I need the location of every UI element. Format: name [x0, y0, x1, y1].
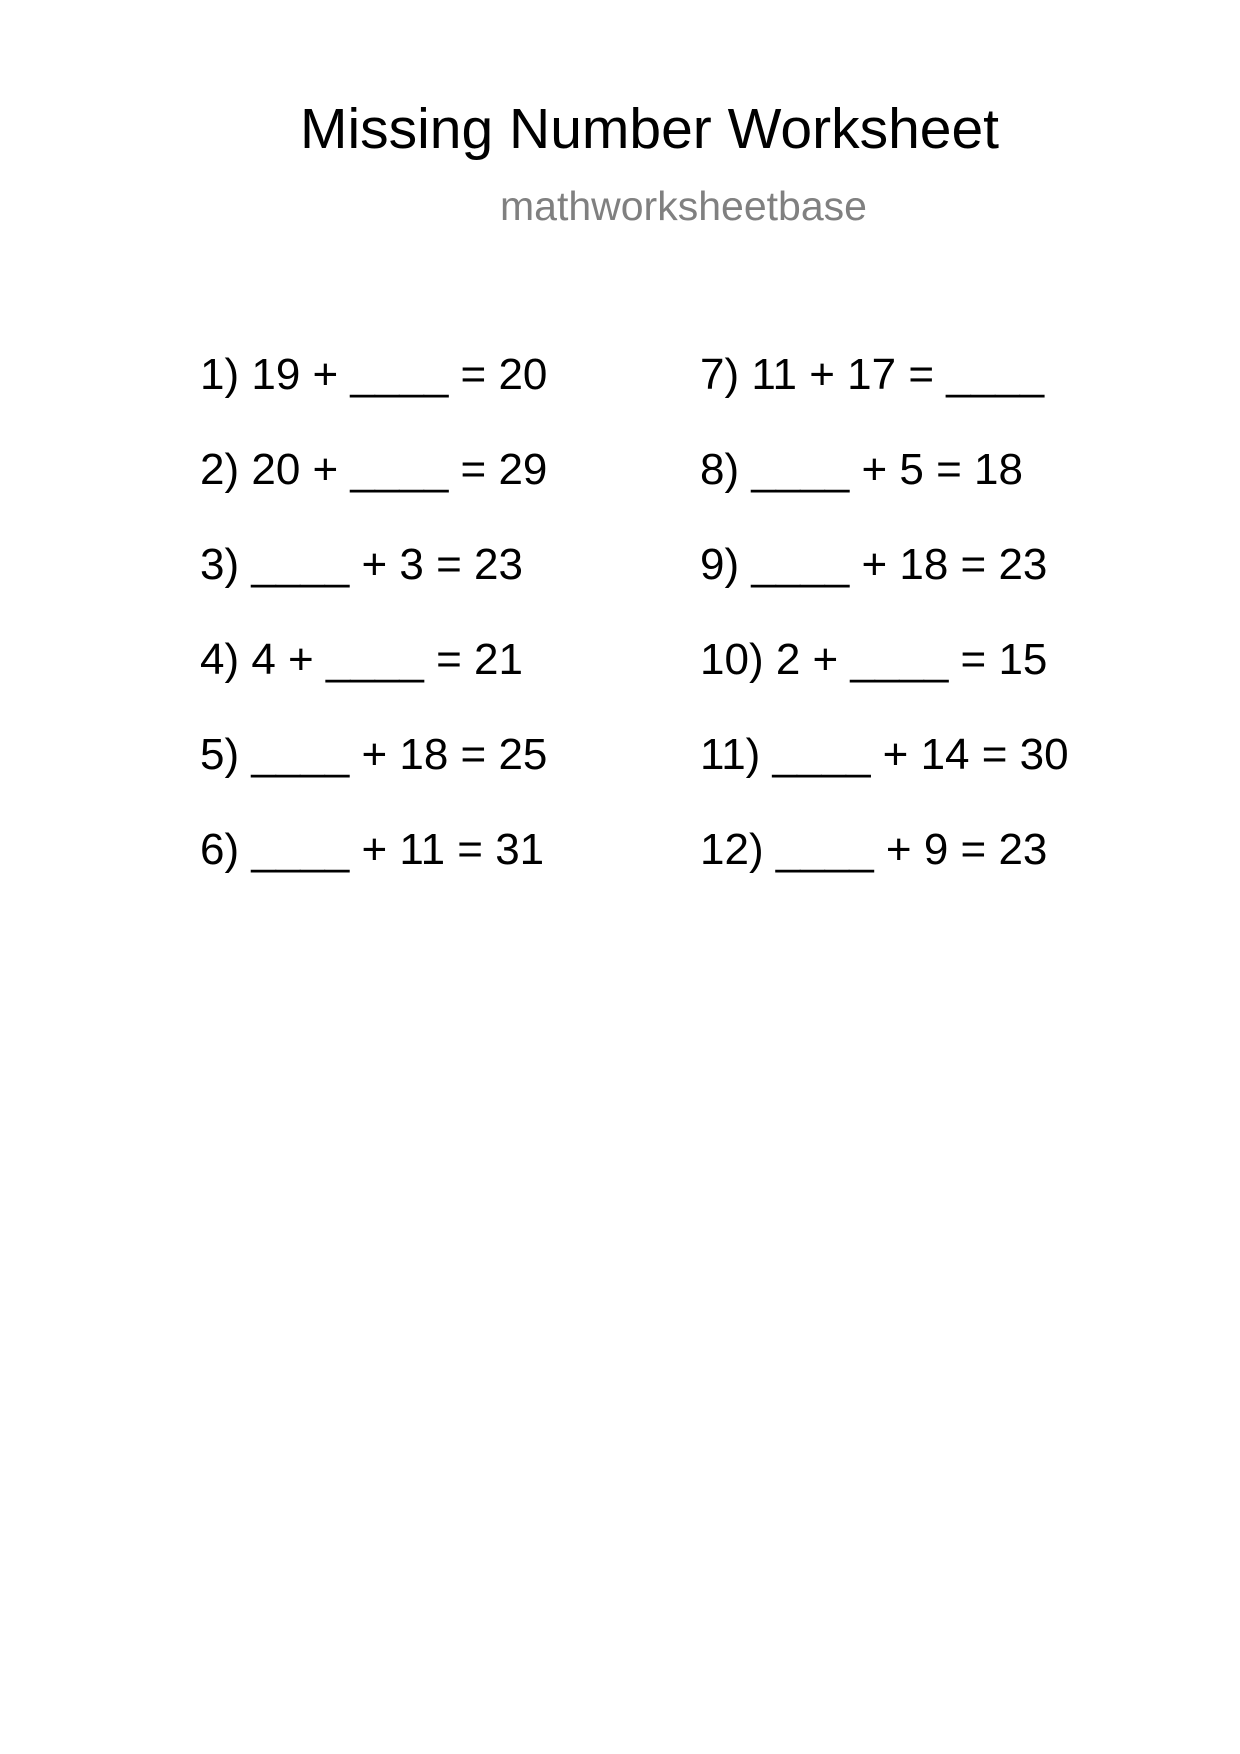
problem-6: 6) ____ + 11 = 31 [200, 825, 545, 874]
problem-2: 2) 20 + ____ = 29 [200, 445, 548, 494]
problem-7: 7) 11 + 17 = ____ [700, 350, 1045, 399]
problem-11: 11) ____ + 14 = 30 [700, 730, 1069, 779]
problem-12: 12) ____ + 9 = 23 [700, 825, 1048, 874]
problem-8: 8) ____ + 5 = 18 [700, 445, 1023, 494]
worksheet-title: Missing Number Worksheet [300, 97, 1000, 161]
problem-1: 1) 19 + ____ = 20 [200, 350, 548, 399]
worksheet-source: mathworksheetbase [500, 183, 867, 229]
problem-3: 3) ____ + 3 = 23 [200, 540, 523, 589]
problem-4: 4) 4 + ____ = 21 [200, 635, 523, 684]
problem-9: 9) ____ + 18 = 23 [700, 540, 1048, 589]
problem-5: 5) ____ + 18 = 25 [200, 730, 548, 779]
problem-10: 10) 2 + ____ = 15 [700, 635, 1048, 684]
